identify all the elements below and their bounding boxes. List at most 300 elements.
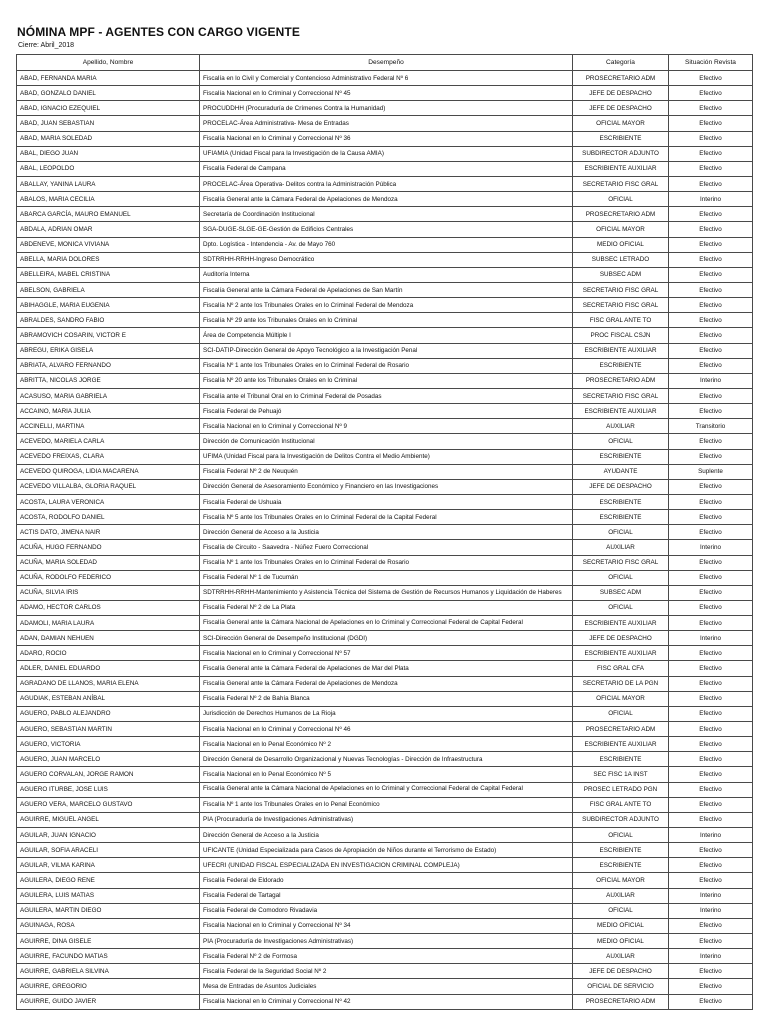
cell-category: SECRETARIO FISC GRAL — [573, 298, 669, 313]
cell-category: SEC FISC 1A INST — [573, 767, 669, 782]
cell-name: ADAMOLI, MARIA LAURA — [17, 616, 200, 631]
table-row — [17, 388, 753, 403]
cell-status: Interino — [669, 192, 753, 207]
cell-name: ABAD, GONZALO DANIEL — [17, 86, 200, 101]
cell-category: OFICIAL — [573, 706, 669, 721]
cell-name: ADLER, DANIEL EDUARDO — [17, 661, 200, 676]
cell-role: Fiscalía Federal de Pehuajó — [200, 404, 573, 419]
cell-role: UFECRI (UNIDAD FISCAL ESPECIALIZADA EN INVESTIGACION CRIMINAL COMPLEJA) — [200, 858, 573, 873]
cell-role: Dpto. Logística - Intendencia - Av. de Mayo 760 — [200, 237, 573, 252]
cell-status: Efectivo — [669, 616, 753, 631]
cell-category: OFICIAL MAYOR — [573, 873, 669, 888]
cell-role: PIA (Procuraduría de Investigaciones Administrativas) — [200, 934, 573, 949]
cell-category: ESCRIBIENTE AUXILIAR — [573, 616, 669, 631]
cell-name: ABRAMOVICH COSARIN, VICTOR E — [17, 328, 200, 343]
cell-status: Efectivo — [669, 722, 753, 737]
cell-role: Fiscalía General ante la Cámara Federal de Apelaciones de Mar del Plata — [200, 661, 573, 676]
cell-category: SECRETARIO FISC GRAL — [573, 388, 669, 403]
cell-category: SUBSEC ADM — [573, 267, 669, 282]
cell-status: Interino — [669, 631, 753, 646]
cell-role: Fiscalía Nº 29 ante los Tribunales Orales en lo Criminal — [200, 313, 573, 328]
cell-category: PROC FISCAL CSJN — [573, 328, 669, 343]
table-row — [17, 631, 753, 646]
cell-role: Fiscalía Nacional en lo Criminal y Correccional Nº 45 — [200, 86, 573, 101]
cell-name: AGUILAR, SOFIA ARACELI — [17, 843, 200, 858]
cell-status: Interino — [669, 903, 753, 918]
cell-role: Jurisdicción de Derechos Humanos de La Rioja — [200, 706, 573, 721]
table-row — [17, 752, 753, 767]
document-title: NÓMINA MPF - AGENTES CON CARGO VIGENTE — [17, 25, 300, 39]
cell-status: Transitorio — [669, 419, 753, 434]
cell-name: AGUILAR, JUAN IGNACIO — [17, 828, 200, 843]
cell-status: Efectivo — [669, 313, 753, 328]
cell-status: Efectivo — [669, 237, 753, 252]
cell-name: ABDALA, ADRIAN OMAR — [17, 222, 200, 237]
cell-status: Efectivo — [669, 101, 753, 116]
cell-name: ABIHAGGLE, MARIA EUGENIA — [17, 298, 200, 313]
header-category: Categoría — [573, 55, 669, 71]
cell-name: ACUÑA, MARIA SOLEDAD — [17, 555, 200, 570]
table-header — [17, 55, 753, 71]
cell-category: JEFE DE DESPACHO — [573, 86, 669, 101]
table-row — [17, 706, 753, 721]
cell-name: AGUIRRE, FACUNDO MATIAS — [17, 949, 200, 964]
cell-name: ADARO, ROCIO — [17, 646, 200, 661]
cell-role: SGA-DUGE-SLGE-GE-Gestión de Edificios Centrales — [200, 222, 573, 237]
cell-role: Fiscalía Federal Nº 2 de La Plata — [200, 600, 573, 615]
cell-name: ACCAINO, MARIA JULIA — [17, 404, 200, 419]
cell-role: Fiscalía General ante la Cámara Nacional de Apelaciones en lo Criminal y Correccional Federal de Capital Federal — [200, 616, 573, 631]
cell-category: ESCRIBIENTE — [573, 858, 669, 873]
table-row — [17, 903, 753, 918]
cell-status: Efectivo — [669, 388, 753, 403]
cell-status: Efectivo — [669, 146, 753, 161]
table-row — [17, 661, 753, 676]
cell-category: OFICIAL — [573, 434, 669, 449]
cell-category: AYUDANTE — [573, 464, 669, 479]
cell-status: Interino — [669, 949, 753, 964]
cell-role: Fiscalía Nacional en lo Criminal y Correccional Nº 42 — [200, 994, 573, 1009]
cell-role: Fiscalía Federal de Comodoro Rivadavia — [200, 903, 573, 918]
cell-role: Fiscalía General ante la Cámara Federal de Apelaciones de Mendoza — [200, 676, 573, 691]
cell-category: OFICIAL — [573, 828, 669, 843]
cell-status: Efectivo — [669, 600, 753, 615]
cell-category: OFICIAL — [573, 525, 669, 540]
cell-status: Efectivo — [669, 298, 753, 313]
cell-role: Fiscalía General ante la Cámara Federal de Apelaciones de San Martín — [200, 282, 573, 297]
cell-category: AUXILIAR — [573, 949, 669, 964]
cell-name: AGUERO CORVALAN, JORGE RAMON — [17, 767, 200, 782]
cell-category: ESCRIBIENTE — [573, 358, 669, 373]
cell-role: Fiscalía Nacional en lo Criminal y Correccional Nº 9 — [200, 419, 573, 434]
cell-status: Efectivo — [669, 449, 753, 464]
table-body — [17, 71, 753, 1010]
table-row — [17, 131, 753, 146]
cell-category: ESCRIBIENTE — [573, 494, 669, 509]
cell-name: ADAMO, HECTOR CARLOS — [17, 600, 200, 615]
table-row — [17, 207, 753, 222]
cell-role: PROCUDDHH (Procuraduría de Crímenes Contra la Humanidad) — [200, 101, 573, 116]
table-row — [17, 252, 753, 267]
cell-name: AGUIRRE, MIGUEL ANGEL — [17, 812, 200, 827]
table-row — [17, 298, 753, 313]
cell-role: SDTRRHH-RRHH-Mantenimiento y Asistencia Técnica del Sistema de Gestión de Recursos Humanos y Liquidación de Haberes — [200, 585, 573, 600]
table-row — [17, 888, 753, 903]
cell-role: SCI-Dirección General de Desempeño Institucional (DGDI) — [200, 631, 573, 646]
table-row — [17, 267, 753, 282]
cell-role: Fiscalía Nacional en lo Criminal y Correccional Nº 34 — [200, 918, 573, 933]
cell-role: UFIMA (Unidad Fiscal para la Investigación de Delitos Contra el Medio Ambiente) — [200, 449, 573, 464]
cell-name: ACEVEDO FREIXAS, CLARA — [17, 449, 200, 464]
cell-status: Efectivo — [669, 494, 753, 509]
cell-category: ESCRIBIENTE — [573, 449, 669, 464]
cell-status: Efectivo — [669, 918, 753, 933]
table-row — [17, 419, 753, 434]
cell-category: FISC GRAL CFA — [573, 661, 669, 676]
table-row — [17, 646, 753, 661]
cell-status: Efectivo — [669, 570, 753, 585]
table-row — [17, 555, 753, 570]
table-row — [17, 479, 753, 494]
cell-name: AGUIRRE, GABRIELA SILVINA — [17, 964, 200, 979]
cell-status: Efectivo — [669, 646, 753, 661]
cell-name: ABALOS, MARIA CECILIA — [17, 192, 200, 207]
table-row — [17, 858, 753, 873]
table-row — [17, 464, 753, 479]
cell-role: Fiscalía Federal Nº 2 de Bahía Blanca — [200, 691, 573, 706]
cell-name: AGUILERA, DIEGO RENE — [17, 873, 200, 888]
table-row — [17, 343, 753, 358]
cell-status: Efectivo — [669, 404, 753, 419]
cell-status: Efectivo — [669, 858, 753, 873]
cell-status: Efectivo — [669, 207, 753, 222]
cell-status: Efectivo — [669, 691, 753, 706]
cell-status: Interino — [669, 888, 753, 903]
cell-name: AGUERO, PABLO ALEJANDRO — [17, 706, 200, 721]
table-row — [17, 525, 753, 540]
cell-status: Efectivo — [669, 964, 753, 979]
cell-category: MEDIO OFICIAL — [573, 237, 669, 252]
cell-name: ACEVEDO VILLALBA, GLORIA RAQUEL — [17, 479, 200, 494]
table-row — [17, 373, 753, 388]
cell-status: Efectivo — [669, 767, 753, 782]
cell-name: ABREGU, ERIKA GISELA — [17, 343, 200, 358]
cell-status: Efectivo — [669, 555, 753, 570]
table-row — [17, 949, 753, 964]
cell-category: ESCRIBIENTE AUXILIAR — [573, 161, 669, 176]
cell-role: Fiscalía Federal Nº 1 de Tucumán — [200, 570, 573, 585]
cell-role: UFICANTE (Unidad Especializada para Casos de Apropiación de Niños durante el Terrorismo de Estado) — [200, 843, 573, 858]
cell-category: PROSECRETARIO ADM — [573, 994, 669, 1009]
cell-name: AGUIRRE, DINA GISELE — [17, 934, 200, 949]
cell-role: Dirección General de Acceso a la Justicia — [200, 525, 573, 540]
cell-role: Fiscalía General ante la Cámara Federal de Apelaciones de Mendoza — [200, 192, 573, 207]
document-header — [17, 25, 300, 50]
cell-role: Fiscalía de Circuito - Saavedra - Núñez Fuero Correccional — [200, 540, 573, 555]
table-row — [17, 722, 753, 737]
cell-role: Dirección General de Acceso a la Justicia — [200, 828, 573, 843]
cell-role: Fiscalía Nº 1 ante los Tribunales Orales en lo Criminal Federal de Rosario — [200, 358, 573, 373]
cell-category: AUXILIAR — [573, 540, 669, 555]
cell-status: Efectivo — [669, 661, 753, 676]
table-row — [17, 86, 753, 101]
cell-role: UFIAMIA (Unidad Fiscal para la Investigación de la Causa AMIA) — [200, 146, 573, 161]
cell-status: Efectivo — [669, 86, 753, 101]
cell-role: SDTRRHH-RRHH-Ingreso Democrático — [200, 252, 573, 267]
cell-name: AGUERO VERA, MARCELO GUSTAVO — [17, 797, 200, 812]
cell-role: Fiscalía Nº 2 ante los Tribunales Orales en lo Criminal Federal de Mendoza — [200, 298, 573, 313]
cell-status: Efectivo — [669, 71, 753, 86]
cell-category: ESCRIBIENTE AUXILIAR — [573, 737, 669, 752]
cell-name: AGUILERA, LUIS MATIAS — [17, 888, 200, 903]
cell-name: ABELSON, GABRIELA — [17, 282, 200, 297]
cell-category: OFICIAL MAYOR — [573, 222, 669, 237]
cell-status: Efectivo — [669, 979, 753, 994]
table-row — [17, 585, 753, 600]
cell-name: ACOSTA, RODOLFO DANIEL — [17, 510, 200, 525]
cell-role: Dirección de Comunicación Institucional — [200, 434, 573, 449]
cell-name: AGUIRRE, GREGORIO — [17, 979, 200, 994]
cell-category: PROSECRETARIO ADM — [573, 207, 669, 222]
header-status: Situación Revista — [669, 55, 753, 71]
cell-role: PROCELAC-Área Administrativa- Mesa de Entradas — [200, 116, 573, 131]
cell-status: Suplente — [669, 464, 753, 479]
table-row — [17, 404, 753, 419]
table-row — [17, 449, 753, 464]
cell-name: ABAD, FERNANDA MARIA — [17, 71, 200, 86]
table-row — [17, 843, 753, 858]
cell-role: PIA (Procuraduría de Investigaciones Administrativas) — [200, 812, 573, 827]
table-row — [17, 797, 753, 812]
cell-name: ABDENEVE, MONICA VIVIANA — [17, 237, 200, 252]
header-name: Apellido, Nombre — [17, 55, 200, 71]
cell-category: SUBSEC ADM — [573, 585, 669, 600]
cell-name: ACCINELLI, MARTINA — [17, 419, 200, 434]
cell-name: ACASUSO, MARIA GABRIELA — [17, 388, 200, 403]
cell-status: Efectivo — [669, 131, 753, 146]
cell-role: Fiscalía Nacional en lo Penal Económico Nº 2 — [200, 737, 573, 752]
cell-name: ABAL, LEOPOLDO — [17, 161, 200, 176]
cell-name: ACUÑA, RODOLFO FEDERICO — [17, 570, 200, 585]
cell-name: AGUIRRE, GUIDO JAVIER — [17, 994, 200, 1009]
cell-role: Fiscalía Nacional en lo Penal Económico Nº 5 — [200, 767, 573, 782]
cell-role: Fiscalía Federal Nº 2 de Formosa — [200, 949, 573, 964]
cell-role: Fiscalía Federal de Eldorado — [200, 873, 573, 888]
cell-category: OFICIAL MAYOR — [573, 116, 669, 131]
header-row — [17, 55, 753, 71]
cell-category: PROSECRETARIO ADM — [573, 722, 669, 737]
cell-name: AGUERO ITURBE, JOSE LUIS — [17, 782, 200, 797]
cell-name: ABAL, DIEGO JUAN — [17, 146, 200, 161]
table-row — [17, 691, 753, 706]
table-row — [17, 540, 753, 555]
cell-status: Efectivo — [669, 782, 753, 797]
cell-status: Efectivo — [669, 525, 753, 540]
table-row — [17, 964, 753, 979]
cell-name: ACTIS DATO, JIMENA NAIR — [17, 525, 200, 540]
cell-name: ABELLEIRA, MABEL CRISTINA — [17, 267, 200, 282]
cell-role: Fiscalía Nacional en lo Criminal y Correccional Nº 46 — [200, 722, 573, 737]
cell-role: Fiscalía ante el Tribunal Oral en lo Criminal Federal de Posadas — [200, 388, 573, 403]
cell-category: OFICIAL — [573, 570, 669, 585]
cell-name: ACUÑA, HUGO FERNANDO — [17, 540, 200, 555]
cell-role: Fiscalía Nº 1 ante los Tribunales Orales en lo Criminal Federal de Rosario — [200, 555, 573, 570]
cell-role: Fiscalía Nacional en lo Criminal y Correccional Nº 36 — [200, 131, 573, 146]
cell-category: OFICIAL DE SERVICIO — [573, 979, 669, 994]
cell-status: Efectivo — [669, 328, 753, 343]
cell-name: AGUILERA, MARTIN DIEGO — [17, 903, 200, 918]
table-row — [17, 994, 753, 1009]
cell-status: Efectivo — [669, 282, 753, 297]
cell-name: ACEVEDO QUIROGA, LIDIA MACARENA — [17, 464, 200, 479]
table-row — [17, 600, 753, 615]
cell-category: FISC GRAL ANTE TO — [573, 797, 669, 812]
cell-name: ABALLAY, YANINA LAURA — [17, 176, 200, 191]
table-row — [17, 676, 753, 691]
cell-category: PROSECRETARIO ADM — [573, 373, 669, 388]
table-row — [17, 494, 753, 509]
cell-category: ESCRIBIENTE AUXILIAR — [573, 646, 669, 661]
cell-name: ABRITTA, NICOLAS JORGE — [17, 373, 200, 388]
cell-name: ABARCA GARCÍA, MAURO EMANUEL — [17, 207, 200, 222]
cell-category: AUXILIAR — [573, 888, 669, 903]
table-row — [17, 146, 753, 161]
cell-category: PROSECRETARIO ADM — [573, 71, 669, 86]
table-row — [17, 313, 753, 328]
table-row — [17, 192, 753, 207]
cell-name: ABAD, MARIA SOLEDAD — [17, 131, 200, 146]
table-row — [17, 101, 753, 116]
cell-status: Efectivo — [669, 343, 753, 358]
cell-role: Fiscalía Nº 5 ante los Tribunales Orales en lo Criminal Federal de la Capital Federal — [200, 510, 573, 525]
cell-role: Fiscalía General ante la Cámara Nacional de Apelaciones en lo Criminal y Correccional Federal de Capital Federal — [200, 782, 573, 797]
table-row — [17, 237, 753, 252]
cell-role: Fiscalía Federal de Campana — [200, 161, 573, 176]
cell-role: Área de Competencia Múltiple I — [200, 328, 573, 343]
cell-role: Fiscalía Federal de Tartagal — [200, 888, 573, 903]
table-row — [17, 812, 753, 827]
cell-name: ADAN, DAMIAN NEHUEN — [17, 631, 200, 646]
cell-status: Efectivo — [669, 994, 753, 1009]
cell-status: Efectivo — [669, 176, 753, 191]
table-row — [17, 616, 753, 631]
cell-role: Fiscalía Nº 1 ante los Tribunales Orales en lo Penal Económico — [200, 797, 573, 812]
cell-name: AGUERO, JUAN MARCELO — [17, 752, 200, 767]
cell-category: AUXILIAR — [573, 419, 669, 434]
cell-status: Efectivo — [669, 510, 753, 525]
table-row — [17, 510, 753, 525]
cell-status: Efectivo — [669, 116, 753, 131]
cell-role: Mesa de Entradas de Asuntos Judiciales — [200, 979, 573, 994]
cell-status: Interino — [669, 828, 753, 843]
cell-category: FISC GRAL ANTE TO — [573, 313, 669, 328]
cell-status: Interino — [669, 373, 753, 388]
cell-status: Efectivo — [669, 585, 753, 600]
cell-role: Fiscalía Nº 20 ante los Tribunales Orales en lo Criminal — [200, 373, 573, 388]
cell-category: JEFE DE DESPACHO — [573, 964, 669, 979]
cell-name: AGRADANO DE LLANOS, MARIA ELENA — [17, 676, 200, 691]
cell-category: OFICIAL MAYOR — [573, 691, 669, 706]
cell-category: ESCRIBIENTE AUXILIAR — [573, 404, 669, 419]
cell-status: Interino — [669, 540, 753, 555]
cell-category: SECRETARIO FISC GRAL — [573, 555, 669, 570]
table-row — [17, 934, 753, 949]
cell-role: Dirección General de Desarrollo Organizacional y Nuevas Tecnologías - Dirección de Infraestructura — [200, 752, 573, 767]
cell-category: ESCRIBIENTE — [573, 131, 669, 146]
cell-name: ACUÑA, SILVIA IRIS — [17, 585, 200, 600]
cell-role: Fiscalía Federal de Ushuaia — [200, 494, 573, 509]
cell-role: Dirección General de Asesoramiento Económico y Financiero en las Investigaciones — [200, 479, 573, 494]
cell-status: Efectivo — [669, 222, 753, 237]
table-row — [17, 979, 753, 994]
cell-name: AGUERO, SEBASTIAN MARTIN — [17, 722, 200, 737]
cell-status: Efectivo — [669, 843, 753, 858]
cell-category: MEDIO OFICIAL — [573, 918, 669, 933]
cell-name: ACEVEDO, MARIELA CARLA — [17, 434, 200, 449]
table-row — [17, 918, 753, 933]
cell-name: ABRALDES, SANDRO FABIO — [17, 313, 200, 328]
header-role: Desempeño — [200, 55, 573, 71]
cell-category: SUBDIRECTOR ADJUNTO — [573, 146, 669, 161]
cell-status: Efectivo — [669, 737, 753, 752]
cell-category: SECRETARIO FISC GRAL — [573, 282, 669, 297]
cell-name: AGUERO, VICTORIA — [17, 737, 200, 752]
cell-category: ESCRIBIENTE — [573, 843, 669, 858]
cell-category: MEDIO OFICIAL — [573, 934, 669, 949]
cell-category: JEFE DE DESPACHO — [573, 479, 669, 494]
table-row — [17, 222, 753, 237]
document-subtitle: Cierre: Abril_2018 — [18, 42, 75, 49]
cell-category: ESCRIBIENTE — [573, 510, 669, 525]
cell-category: OFICIAL — [573, 600, 669, 615]
cell-category: ESCRIBIENTE AUXILIAR — [573, 343, 669, 358]
table-row — [17, 782, 753, 797]
cell-name: AGUINAGA, ROSA — [17, 918, 200, 933]
cell-status: Efectivo — [669, 358, 753, 373]
cell-name: AGUILAR, VILMA KARINA — [17, 858, 200, 873]
cell-status: Efectivo — [669, 797, 753, 812]
table-row — [17, 767, 753, 782]
cell-category: SUBSEC LETRADO — [573, 252, 669, 267]
cell-status: Efectivo — [669, 812, 753, 827]
cell-status: Efectivo — [669, 267, 753, 282]
agents-table — [16, 54, 753, 1010]
cell-role: Auditoría Interna — [200, 267, 573, 282]
cell-category: JEFE DE DESPACHO — [573, 101, 669, 116]
cell-role: Fiscalía Federal de la Seguridad Social Nº 2 — [200, 964, 573, 979]
cell-status: Efectivo — [669, 706, 753, 721]
cell-role: PROCELAC-Área Operativa- Delitos contra la Administración Pública — [200, 176, 573, 191]
table-row — [17, 116, 753, 131]
cell-status: Efectivo — [669, 434, 753, 449]
table-row — [17, 828, 753, 843]
cell-status: Efectivo — [669, 934, 753, 949]
cell-name: ACOSTA, LAURA VERONICA — [17, 494, 200, 509]
cell-category: PROSEC LETRADO PGN — [573, 782, 669, 797]
cell-name: ABRIATA, ALVARO FERNANDO — [17, 358, 200, 373]
cell-role: SCI-DATIP-Dirección General de Apoyo Tecnológico a la Investigación Penal — [200, 343, 573, 358]
table-row — [17, 328, 753, 343]
cell-name: ABELLA, MARIA DOLORES — [17, 252, 200, 267]
cell-status: Efectivo — [669, 873, 753, 888]
cell-status: Efectivo — [669, 161, 753, 176]
cell-category: SECRETARIO DE LA PGN — [573, 676, 669, 691]
cell-role: Secretaría de Coordinación Institucional — [200, 207, 573, 222]
table-row — [17, 161, 753, 176]
cell-category: SECRETARIO FISC GRAL — [573, 176, 669, 191]
table-row — [17, 176, 753, 191]
cell-name: AGUDIAK, ESTEBAN ANÍBAL — [17, 691, 200, 706]
